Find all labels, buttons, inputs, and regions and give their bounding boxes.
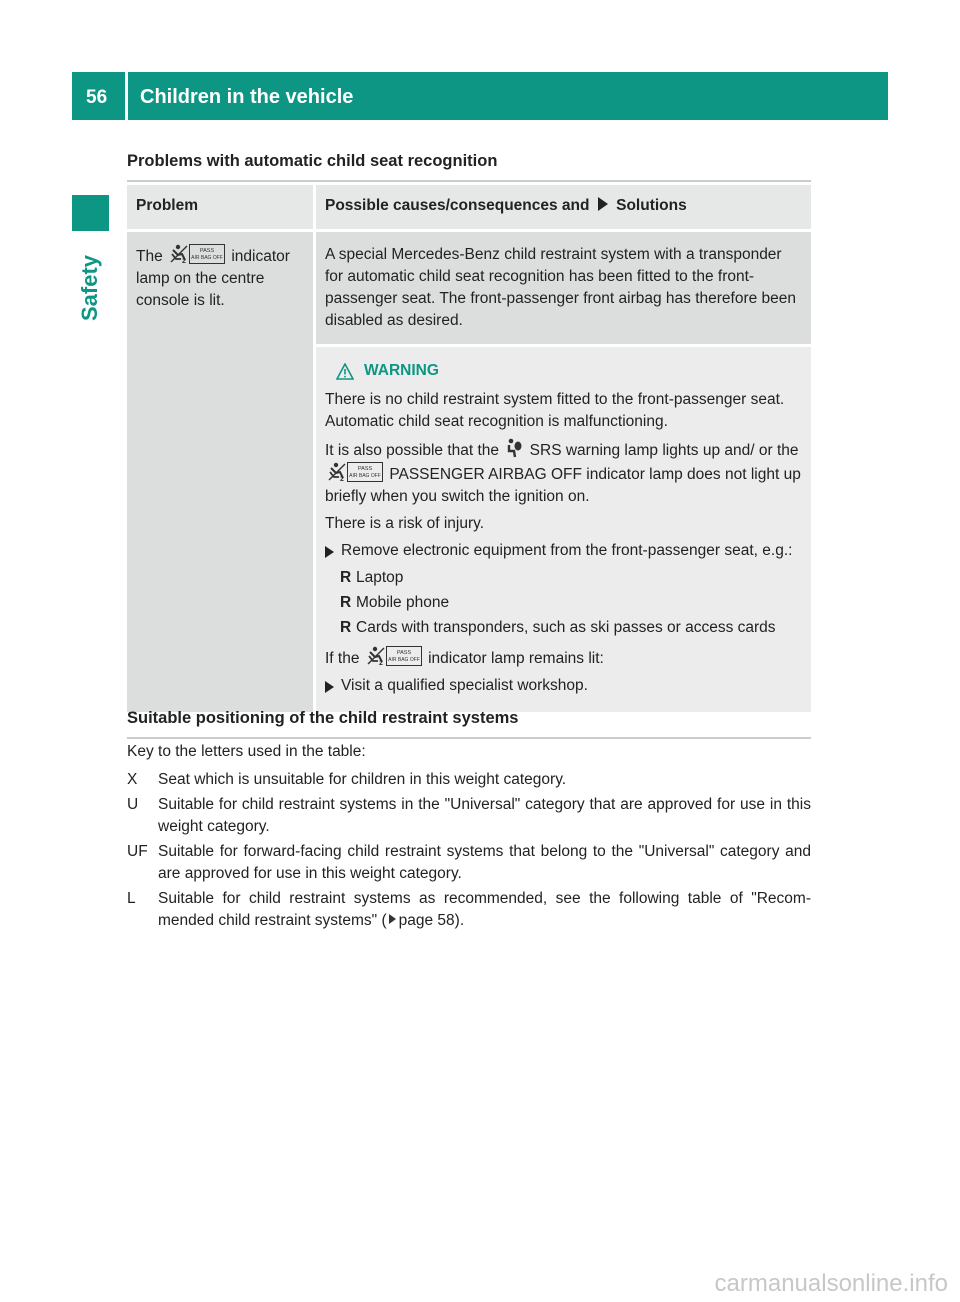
pass-airbag-off-icon [189, 244, 225, 264]
key-letter: X [127, 771, 138, 788]
warning-paragraph-4b: indicator lamp remains lit: [428, 650, 604, 667]
step-arrow-icon [325, 546, 334, 558]
pass-airbag-off-icon [386, 646, 422, 666]
key-description: Seat which is unsuitable for children in this weight category. [158, 771, 567, 788]
table-row [127, 232, 811, 712]
airbag-off-label: AIR BAG OFF [191, 255, 223, 261]
warning-paragraph-2b: SRS warning lamp lights up and/ or the [529, 442, 799, 459]
key-description: Suitable for child restraint systems in the "Universal" category that are approved for use in this weight category. [158, 795, 811, 835]
list-item [127, 794, 811, 839]
list-item [325, 567, 802, 589]
pass-label: PASS [396, 650, 411, 656]
key-letter: L [127, 889, 136, 907]
list-item [127, 769, 811, 792]
header-divider [125, 72, 128, 120]
column-header-solutions-prefix: Possible causes/consequences and [325, 197, 590, 214]
key-intro: Key to the letters used in the table: [127, 743, 366, 760]
svg-text:2: 2 [182, 258, 186, 264]
instruction-step [325, 540, 802, 562]
instruction-step [325, 675, 802, 697]
warning-title [325, 360, 802, 382]
child-seat-airbag-off-lamp [366, 646, 422, 666]
airbag-off-label: AIR BAG OFF [387, 657, 420, 663]
warning-paragraph-1: There is no child restraint system fitted to the front-passenger seat. Automatic child seat recognition is malfunctioning. [325, 391, 785, 430]
key-description: Suitable for forward-facing child restraint systems that belong to the "Universal" category and are approved for use in this weight category. [158, 842, 811, 882]
airbag-off-label: AIR BAG OFF [349, 473, 381, 479]
step-arrow-icon [325, 681, 334, 693]
child-seat-icon [169, 244, 189, 264]
step-arrow-icon [597, 197, 609, 211]
list-item [127, 888, 811, 933]
problem-cell [127, 232, 316, 712]
warning-box [316, 347, 811, 712]
section-tab [72, 248, 109, 328]
chapter-title: Children in the vehicle [140, 86, 354, 108]
column-header-solutions-suffix: Solutions [616, 197, 687, 214]
key-description [158, 888, 811, 933]
srs-warning-icon [505, 438, 523, 458]
page-header [72, 72, 888, 120]
warning-paragraph-2 [325, 438, 802, 508]
problems-table [127, 185, 811, 712]
list-item-text: Laptop [356, 569, 404, 586]
page-reference-arrow-icon [389, 914, 396, 924]
warning-paragraph-2c: PASSENGER AIRBAG OFF indicator lamp does not light up briefly when you switch the ignition on. [325, 466, 801, 505]
section-tab-label: Safety [77, 254, 102, 322]
warning-title-text: WARNING [364, 362, 439, 379]
bullet-r-icon: R [340, 594, 352, 611]
bullet-r-icon: R [340, 569, 352, 586]
problem-text-suffix: indicator lamp on the centre console is lit. [136, 248, 290, 309]
bullet-r-icon: R [340, 619, 352, 636]
child-seat-airbag-off-lamp [169, 244, 225, 264]
instruction-step-text: Visit a qualified specialist workshop. [341, 677, 588, 694]
column-header-problem: Problem [127, 185, 316, 232]
key-description-text: Suitable for child restraint systems as recommended, see the following table of "Recommended child restraint systems" ( [158, 889, 811, 929]
svg-text:2: 2 [340, 476, 344, 482]
warning-paragraph-4a: If the [325, 650, 360, 667]
warning-triangle-icon [336, 363, 354, 380]
pass-airbag-off-icon [347, 462, 383, 482]
child-seat-icon [366, 646, 386, 666]
list-item [325, 592, 802, 614]
page-number: 56 [86, 87, 108, 108]
key-letter: U [127, 795, 139, 813]
section-heading-positioning: Suitable positioning of the child restraint systems [127, 709, 811, 739]
problem-text-prefix: The [136, 248, 163, 265]
key-letter: UF [127, 842, 148, 860]
pass-label: PASS [357, 466, 373, 472]
child-seat-airbag-off-lamp [327, 462, 383, 482]
srs-lamp [505, 438, 523, 458]
pass-label: PASS [199, 248, 215, 254]
warning-paragraph-4 [325, 646, 802, 670]
list-item [325, 617, 802, 639]
instruction-step-text: Remove electronic equipment from the front-passenger seat, e.g.: [341, 542, 793, 559]
warning-paragraph-3: There is a risk of injury. [325, 515, 485, 532]
list-item-text: Mobile phone [356, 594, 450, 611]
child-seat-icon [327, 462, 347, 482]
watermark: carmanualsonline.info [714, 1270, 948, 1297]
solutions-cell [316, 232, 811, 712]
svg-text:2: 2 [378, 660, 383, 666]
solution-text: A special Mercedes-Benz child restraint system with a transponder for automatic child seat recognition has been fitted to the front-passenger seat. The front-passenger front airbag has therefore been disabled as desired. [316, 232, 811, 344]
warning-paragraph-2a: It is also possible that the [325, 442, 500, 459]
page-reference-link[interactable]: page 58). [398, 912, 465, 929]
section-tab-block [72, 195, 109, 231]
column-header-solutions [316, 185, 811, 232]
section-heading-problems: Problems with automatic child seat recognition [127, 152, 811, 182]
list-item-text: Cards with transponders, such as ski passes or access cards [356, 619, 776, 636]
key-list [127, 769, 811, 935]
table-header-row [127, 185, 811, 232]
list-item [127, 841, 811, 886]
